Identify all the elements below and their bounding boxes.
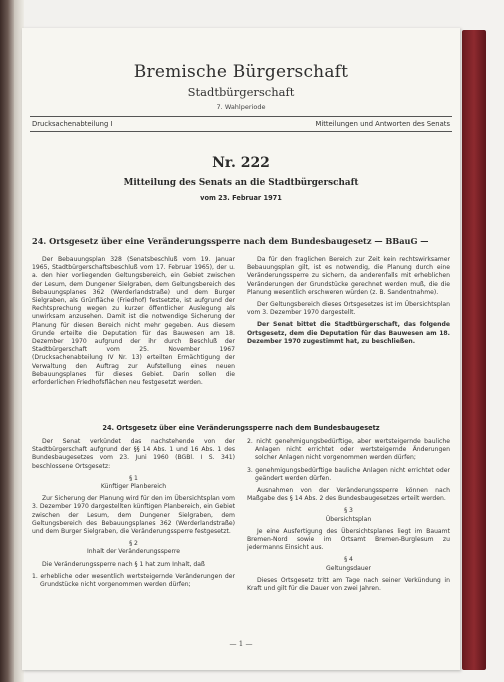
section-title-3: Übersichtsplan <box>325 515 372 523</box>
legislative-period: 7. Wahlperiode <box>216 103 266 111</box>
list-item: 2. nicht genehmigungsbedürftige, aber wertsteigernde bauliche Anlagen nicht errichtet oder wertsteigernde Änderungen solcher Anlagen nicht vorgenommen werden dürfen; <box>247 438 450 462</box>
header-rule-bottom <box>30 131 452 132</box>
law-heading: 24. Ortsgesetz über eine Veränderungssperre nach dem Bundesbaugesetz <box>102 424 380 432</box>
law-intro: Der Senat verkündet das nachstehende von der Stadtbürgerschaft aufgrund der §§ 14 Abs. 1 und 16 Abs. 1 des Bundesbaugesetzes vom 23. Juni 1960 (BGBl. I S. 341) beschlossene Ortsgesetz: <box>32 438 235 470</box>
section-text-1: Zur Sicherung der Planung wird für den im Übersichtsplan vom 3. Dezember 1970 dargestellten künftigen Planbereich, ein Gebiet zwischen der Lesum, dem Dungener Sielgraben, dem Geltungsbereich des Bebauungsplanes 362 (Werderlandstraße) und dem Burger Sielgraben, die Veränderungssperre festgesetzt. <box>32 495 235 536</box>
series-label: Mitteilungen und Antworten des Senats <box>315 120 450 128</box>
section-number-1: § 1 <box>129 474 138 482</box>
document-heading: Mitteilung des Senats an die Stadtbürgerschaft <box>123 178 359 188</box>
paragraph: Der Bebauungsplan 328 (Senatsbeschluß vom 19. Januar 1965, Stadtbürgerschaftsbeschluß vom 17. Februar 1965), der u. a. den hier vorliegenden Geltungsbereich, ein Gebiet zwischen der Lesum, dem Dungener Sielgraben, dem Geltungsbereich des Bebauungsplanes 362 (Werderlandstraße) und dem Burger Sielgraben, als Grünfläche (Friedhof) festsetzte, ist aufgrund der Rechtsprechung wegen zu kurzer öffentlicher Auslegung als unwirksam anzusehen. Damit ist die notwendige Sicherung der Planung für diesen Bereich nicht mehr gegeben. Aus diesem Grunde erteilte die Deputation für das Bauwesen am 18. Dezember 1970 aufgrund der ihr durch Beschluß der Stadtbürgerschaft vom 25. November 1967 (Drucksachenabteilung IV Nr. 13) erteilten Ermächtigung der Verwaltung den Auftrag zur Aufstellung eines neuen Bebauungsplanes für dieses Gebiet. Darin sollen die erforderlichen Friedhofsflächen neu festgesetzt werden. <box>32 256 235 387</box>
document-page <box>22 28 460 670</box>
page-number: — 1 — <box>229 640 253 648</box>
document-date: vom 23. Februar 1971 <box>200 194 282 202</box>
section-text-2: Die Veränderungssperre nach § 1 hat zum Inhalt, daß <box>42 560 205 568</box>
list-item: 3. genehmigungsbedürftige bauliche Anlagen nicht errichtet oder geändert werden dürfen. <box>247 466 450 482</box>
section-text-3: Je eine Ausfertigung des Übersichtsplanes liegt im Bauamt Bremen-Nord sowie im Ortsamt Bremen-Burglesum zu jedermanns Einsicht aus. <box>247 527 450 552</box>
section-text-4: Dieses Ortsgesetz tritt am Tage nach seiner Verkündung in Kraft und gilt für die Dauer von zwei Jahren. <box>247 576 450 593</box>
paragraph: Der Geltungsbereich dieses Ortsgesetzes ist im Übersichtsplan vom 3. Dezember 1970 dargestellt. <box>247 301 450 317</box>
section-number-4: § 4 <box>344 556 353 564</box>
section-column-left <box>32 256 235 391</box>
list-item: 1. erhebliche oder wesentlich wertsteigernde Veränderungen der Grundstücke nicht vorgenommen werden dürfen; <box>32 572 235 589</box>
section-title-2: Inhalt der Veränderungssperre <box>86 548 181 556</box>
section-title-1: Künftiger Planbereich <box>100 483 167 491</box>
law-column-left <box>32 438 235 593</box>
senate-request: Der Senat bittet die Stadtbürgerschaft, das folgende Ortsgesetz, dem die Deputation für das Bauwesen am 18. Dezember 1970 zugestimmt hat, zu beschließen. <box>247 321 450 345</box>
department-label: Drucksachenabteilung I <box>32 120 113 128</box>
section-heading: 24. Ortsgesetz über eine Veränderungssperre nach dem Bundesbaugesetz — BBauG — <box>32 236 429 246</box>
document-number: Nr. 222 <box>212 155 270 171</box>
section-number-2: § 2 <box>129 540 138 548</box>
header-rule-top <box>30 116 452 117</box>
section-title-4: Geltungsdauer <box>325 564 372 572</box>
binding-strip <box>462 30 486 670</box>
paragraph: Da für den fraglichen Bereich zur Zeit kein rechtswirksamer Bebauungsplan gilt, ist es notwendig, die Planung durch eine Veränderungssperre zu sichern, da anderenfalls mit erheblichen Veränderungen der Grundstücke gerechnet werden muß, die die Planung wesentlich erschweren würden (z. B. Sandentnahme). <box>247 256 450 296</box>
parliament-title: Bremische Bürgerschaft <box>133 62 349 82</box>
section-column-right <box>247 256 450 350</box>
parliament-subtitle: Stadtbürgerschaft <box>187 85 295 99</box>
law-column-right <box>247 438 450 597</box>
section-number-3: § 3 <box>344 507 353 515</box>
section-text-2b: Ausnahmen von der Veränderungssperre können nach Maßgabe des § 14 Abs. 2 des Bundesbaugesetzes erteilt werden. <box>247 487 450 503</box>
book-spine <box>0 0 14 682</box>
